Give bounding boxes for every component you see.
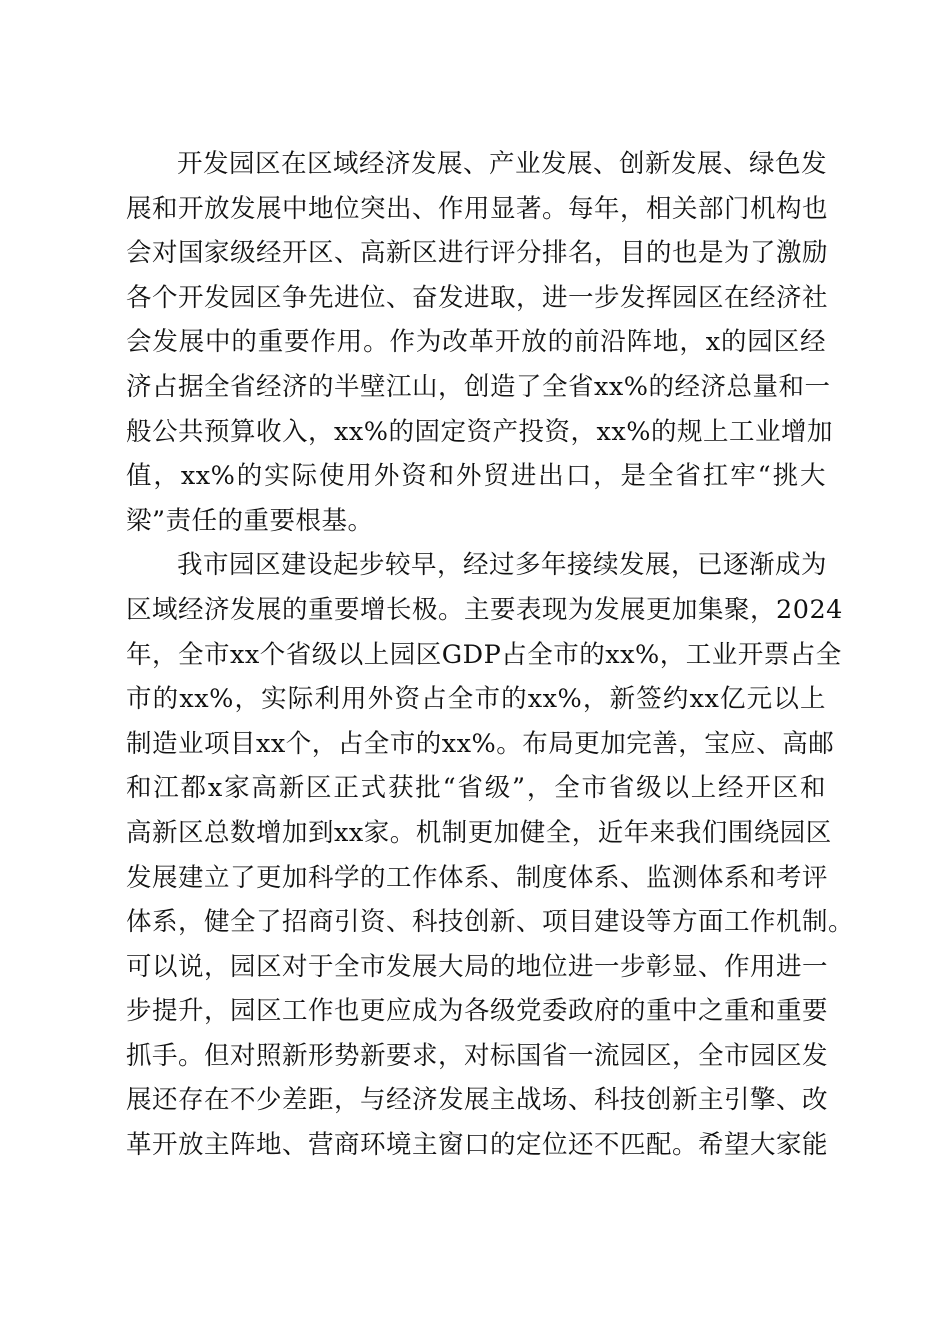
text-line: 市的xx%，实际利用外资占全市的xx%，新签约xx亿元以上 <box>126 684 826 715</box>
text-line: 革开放主阵地、营商环境主窗口的定位还不匹配。希望大家能 <box>126 1130 829 1161</box>
paragraph-2 <box>126 543 855 1167</box>
text-line: 般公共预算收入，xx%的固定资产投资，xx%的规上工业增加 <box>126 416 833 447</box>
text-line: 步提升，园区工作也更应成为各级党委政府的重中之重和重要 <box>126 996 829 1027</box>
text-line: 和江都x家高新区正式获批“省级”，全市省级以上经开区和 <box>126 773 826 804</box>
text-line: 体系，健全了招商引资、科技创新、项目建设等方面工作机制。 <box>126 907 855 938</box>
text-line: 展还存在不少差距，与经济发展主战场、科技创新主引擎、改 <box>126 1085 829 1116</box>
text-line: 区域经济发展的重要增长极。主要表现为发展更加集聚，2024 <box>126 594 843 625</box>
text-line: 高新区总数增加到xx家。机制更加健全，近年来我们围绕园区 <box>126 817 832 848</box>
text-line: 开发园区在区域经济发展、产业发展、创新发展、绿色发 <box>177 149 828 179</box>
text-line: 济占据全省经济的半壁江山，创造了全省xx%的经济总量和一 <box>126 371 831 402</box>
text-line: 我市园区建设起步较早，经过多年接续发展，已逐渐成为 <box>177 550 828 581</box>
text-line: 会发展中的重要作用。作为改革开放的前沿阵地，x的园区经 <box>126 327 826 358</box>
text-line: 展和开放发展中地位突出、作用显著。每年，相关部门机构也 <box>126 193 829 224</box>
text-line: 制造业项目xx个，占全市的xx%。布局更加完善，宝应、高邮 <box>126 728 835 759</box>
text-line: 会对国家级经开区、高新区进行评分排名，目的也是为了激励 <box>126 238 829 269</box>
text-line: 各个开发园区争先进位、奋发进取，进一步发挥园区在经济社 <box>126 282 829 313</box>
text-line: 梁”责任的重要根基。 <box>126 505 374 536</box>
text-line: 可以说，园区对于全市发展大局的地位进一步彰显、作用进一 <box>126 951 829 982</box>
text-line: 抓手。但对照新形势新要求，对标国省一流园区，全市园区发 <box>126 1040 829 1071</box>
text-line: 年，全市xx个省级以上园区GDP占全市的xx%，工业开票占全 <box>126 639 842 670</box>
text-line: 值，xx%的实际使用外资和外贸进出口，是全省扛牢“挑大 <box>126 461 826 492</box>
text-line: 发展建立了更加科学的工作体系、制度体系、监测体系和考评 <box>126 862 829 893</box>
document-body <box>126 142 855 1168</box>
paragraph-1 <box>126 142 833 543</box>
